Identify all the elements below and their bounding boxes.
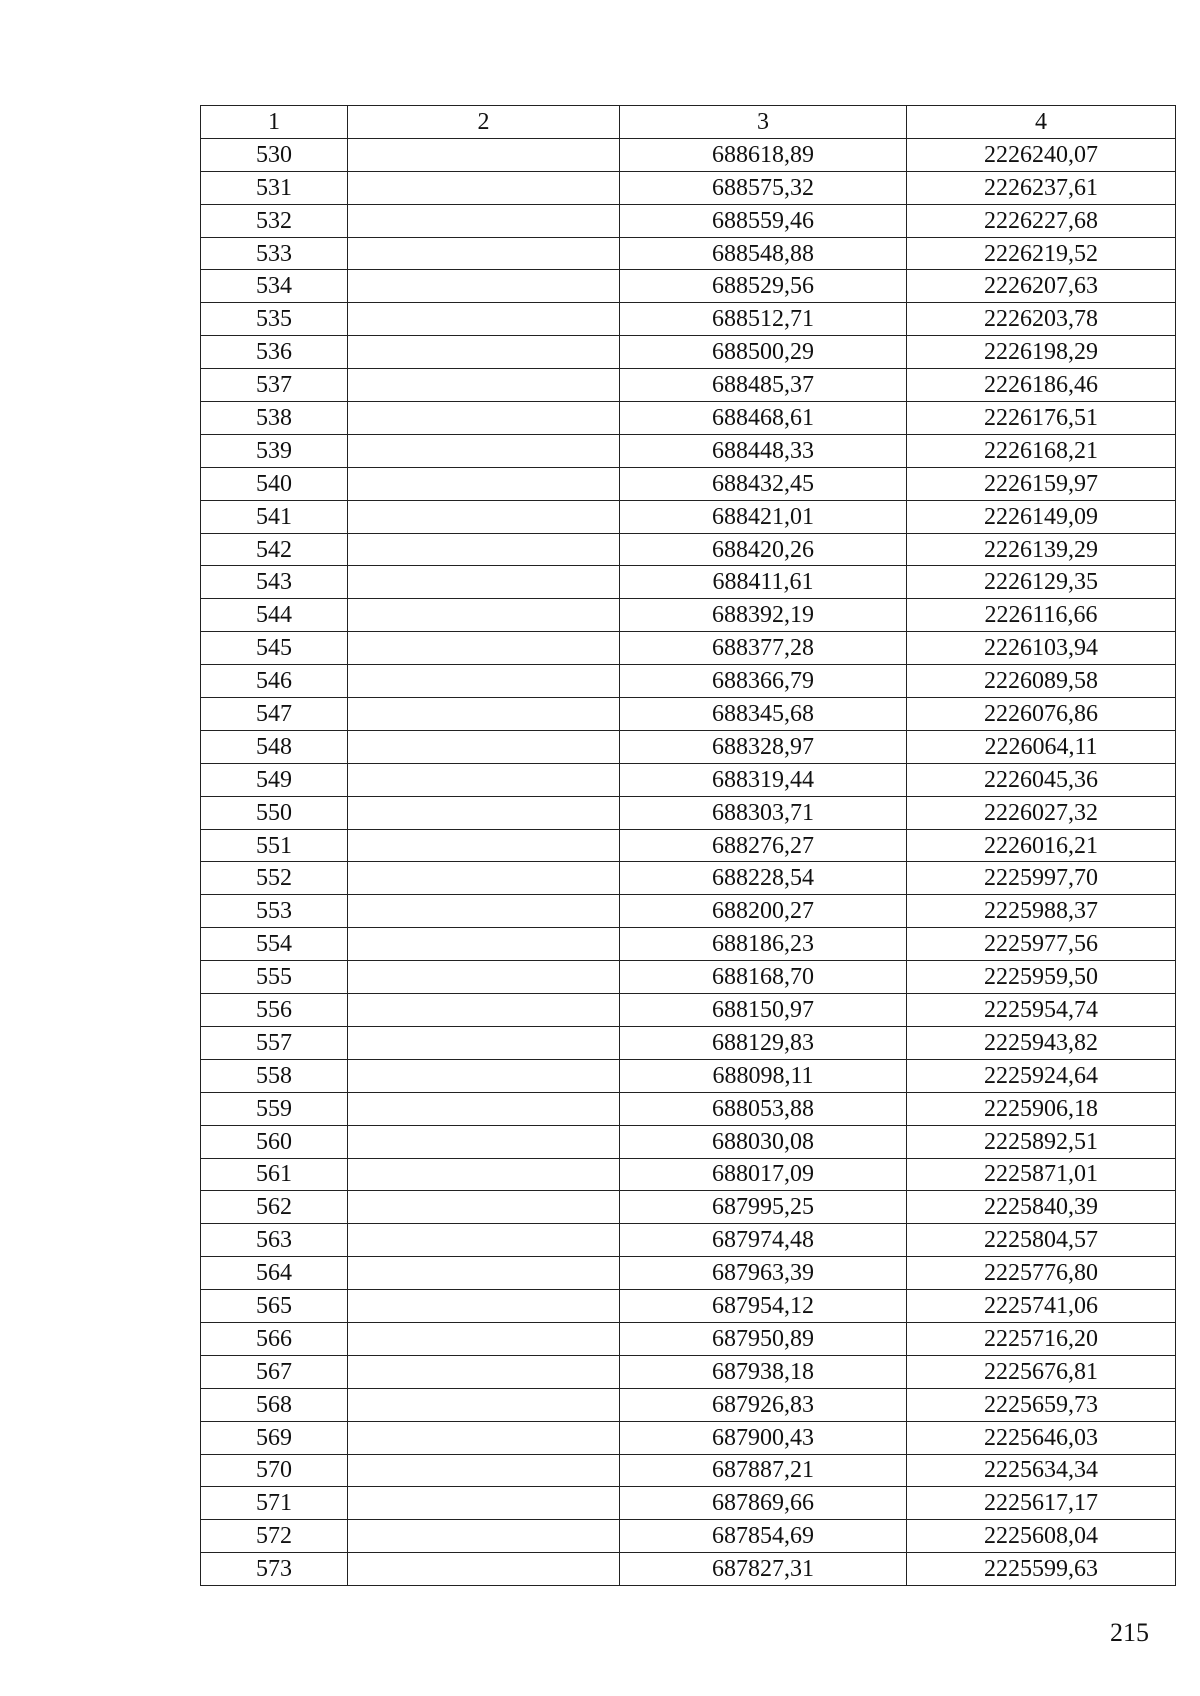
empty-cell (348, 533, 620, 566)
empty-cell (348, 632, 620, 665)
table-body (201, 138, 1176, 1585)
point-number-cell: 535 (201, 303, 348, 336)
table-row (201, 533, 1176, 566)
point-number-cell: 559 (201, 1092, 348, 1125)
table-row (201, 138, 1176, 171)
y-coordinate-cell: 2225924,64 (907, 1059, 1176, 1092)
y-coordinate-cell: 2226219,52 (907, 237, 1176, 270)
empty-cell (348, 730, 620, 763)
point-number-cell: 554 (201, 928, 348, 961)
table-row (201, 369, 1176, 402)
table-row (201, 1092, 1176, 1125)
table-row (201, 730, 1176, 763)
table-row (201, 862, 1176, 895)
table-row (201, 1059, 1176, 1092)
empty-cell (348, 1322, 620, 1355)
table-row (201, 434, 1176, 467)
table-row (201, 1553, 1176, 1586)
point-number-cell: 539 (201, 434, 348, 467)
table-row (201, 467, 1176, 500)
point-number-cell: 547 (201, 698, 348, 731)
empty-cell (348, 763, 620, 796)
x-coordinate-cell: 688548,88 (620, 237, 907, 270)
table-row (201, 599, 1176, 632)
empty-cell (348, 698, 620, 731)
x-coordinate-cell: 688345,68 (620, 698, 907, 731)
table-row (201, 1355, 1176, 1388)
table-row (201, 763, 1176, 796)
x-coordinate-cell: 687995,25 (620, 1191, 907, 1224)
empty-cell (348, 1191, 620, 1224)
empty-cell (348, 1421, 620, 1454)
y-coordinate-cell: 2225676,81 (907, 1355, 1176, 1388)
x-coordinate-cell: 687954,12 (620, 1290, 907, 1323)
point-number-cell: 572 (201, 1520, 348, 1553)
y-coordinate-cell: 2225659,73 (907, 1388, 1176, 1421)
y-coordinate-cell: 2226027,32 (907, 796, 1176, 829)
x-coordinate-cell: 688366,79 (620, 665, 907, 698)
x-coordinate-cell: 688500,29 (620, 336, 907, 369)
x-coordinate-cell: 687854,69 (620, 1520, 907, 1553)
empty-cell (348, 862, 620, 895)
point-number-cell: 565 (201, 1290, 348, 1323)
x-coordinate-cell: 688448,33 (620, 434, 907, 467)
table-row (201, 204, 1176, 237)
empty-cell (348, 1355, 620, 1388)
x-coordinate-cell: 688098,11 (620, 1059, 907, 1092)
y-coordinate-cell: 2226103,94 (907, 632, 1176, 665)
y-coordinate-cell: 2225959,50 (907, 961, 1176, 994)
table-row (201, 994, 1176, 1027)
point-number-cell: 566 (201, 1322, 348, 1355)
table-row (201, 1125, 1176, 1158)
point-number-cell: 548 (201, 730, 348, 763)
y-coordinate-cell: 2226176,51 (907, 402, 1176, 435)
x-coordinate-cell: 687950,89 (620, 1322, 907, 1355)
x-coordinate-cell: 688186,23 (620, 928, 907, 961)
y-coordinate-cell: 2226237,61 (907, 171, 1176, 204)
x-coordinate-cell: 688559,46 (620, 204, 907, 237)
point-number-cell: 537 (201, 369, 348, 402)
table-row (201, 1487, 1176, 1520)
point-number-cell: 561 (201, 1158, 348, 1191)
table-row (201, 632, 1176, 665)
x-coordinate-cell: 688468,61 (620, 402, 907, 435)
empty-cell (348, 138, 620, 171)
x-coordinate-cell: 688377,28 (620, 632, 907, 665)
y-coordinate-cell: 2225997,70 (907, 862, 1176, 895)
table-row (201, 1520, 1176, 1553)
empty-cell (348, 1553, 620, 1586)
empty-cell (348, 270, 620, 303)
table-row (201, 665, 1176, 698)
y-coordinate-cell: 2226186,46 (907, 369, 1176, 402)
table-row (201, 303, 1176, 336)
y-coordinate-cell: 2225954,74 (907, 994, 1176, 1027)
table-row (201, 1421, 1176, 1454)
y-coordinate-cell: 2226045,36 (907, 763, 1176, 796)
y-coordinate-cell: 2225892,51 (907, 1125, 1176, 1158)
empty-cell (348, 961, 620, 994)
point-number-cell: 545 (201, 632, 348, 665)
header-row (201, 106, 1176, 139)
y-coordinate-cell: 2226129,35 (907, 566, 1176, 599)
empty-cell (348, 434, 620, 467)
table-row (201, 171, 1176, 204)
y-coordinate-cell: 2226207,63 (907, 270, 1176, 303)
table-row (201, 1191, 1176, 1224)
table-row (201, 336, 1176, 369)
x-coordinate-cell: 688017,09 (620, 1158, 907, 1191)
point-number-cell: 542 (201, 533, 348, 566)
point-number-cell: 571 (201, 1487, 348, 1520)
empty-cell (348, 1224, 620, 1257)
point-number-cell: 553 (201, 895, 348, 928)
x-coordinate-cell: 688319,44 (620, 763, 907, 796)
x-coordinate-cell: 688512,71 (620, 303, 907, 336)
table-row (201, 1454, 1176, 1487)
y-coordinate-cell: 2225617,17 (907, 1487, 1176, 1520)
empty-cell (348, 1388, 620, 1421)
column-header-3: 3 (620, 106, 907, 139)
point-number-cell: 568 (201, 1388, 348, 1421)
empty-cell (348, 171, 620, 204)
x-coordinate-cell: 688053,88 (620, 1092, 907, 1125)
table-row (201, 1322, 1176, 1355)
point-number-cell: 543 (201, 566, 348, 599)
y-coordinate-cell: 2226240,07 (907, 138, 1176, 171)
x-coordinate-cell: 688150,97 (620, 994, 907, 1027)
empty-cell (348, 204, 620, 237)
point-number-cell: 544 (201, 599, 348, 632)
y-coordinate-cell: 2225943,82 (907, 1026, 1176, 1059)
x-coordinate-cell: 688030,08 (620, 1125, 907, 1158)
y-coordinate-cell: 2226116,66 (907, 599, 1176, 632)
empty-cell (348, 1454, 620, 1487)
point-number-cell: 533 (201, 237, 348, 270)
point-number-cell: 538 (201, 402, 348, 435)
point-number-cell: 573 (201, 1553, 348, 1586)
empty-cell (348, 467, 620, 500)
empty-cell (348, 1158, 620, 1191)
empty-cell (348, 1257, 620, 1290)
x-coordinate-cell: 688421,01 (620, 500, 907, 533)
empty-cell (348, 369, 620, 402)
empty-cell (348, 336, 620, 369)
x-coordinate-cell: 688276,27 (620, 829, 907, 862)
empty-cell (348, 895, 620, 928)
x-coordinate-cell: 688485,37 (620, 369, 907, 402)
empty-cell (348, 1487, 620, 1520)
x-coordinate-cell: 688303,71 (620, 796, 907, 829)
column-header-2: 2 (348, 106, 620, 139)
empty-cell (348, 1026, 620, 1059)
point-number-cell: 558 (201, 1059, 348, 1092)
table-row (201, 928, 1176, 961)
x-coordinate-cell: 687900,43 (620, 1421, 907, 1454)
y-coordinate-cell: 2226064,11 (907, 730, 1176, 763)
point-number-cell: 532 (201, 204, 348, 237)
point-number-cell: 550 (201, 796, 348, 829)
point-number-cell: 536 (201, 336, 348, 369)
x-coordinate-cell: 688575,32 (620, 171, 907, 204)
table-row (201, 1026, 1176, 1059)
table-row (201, 698, 1176, 731)
table-header (201, 106, 1176, 139)
table-row (201, 402, 1176, 435)
column-header-1: 1 (201, 106, 348, 139)
table-row (201, 1257, 1176, 1290)
point-number-cell: 564 (201, 1257, 348, 1290)
x-coordinate-cell: 688411,61 (620, 566, 907, 599)
table-row (201, 270, 1176, 303)
empty-cell (348, 994, 620, 1027)
y-coordinate-cell: 2226139,29 (907, 533, 1176, 566)
y-coordinate-cell: 2225840,39 (907, 1191, 1176, 1224)
table-row (201, 1388, 1176, 1421)
empty-cell (348, 665, 620, 698)
point-number-cell: 570 (201, 1454, 348, 1487)
y-coordinate-cell: 2225634,34 (907, 1454, 1176, 1487)
point-number-cell: 555 (201, 961, 348, 994)
point-number-cell: 551 (201, 829, 348, 862)
x-coordinate-cell: 687938,18 (620, 1355, 907, 1388)
y-coordinate-cell: 2226149,09 (907, 500, 1176, 533)
y-coordinate-cell: 2225741,06 (907, 1290, 1176, 1323)
y-coordinate-cell: 2225646,03 (907, 1421, 1176, 1454)
x-coordinate-cell: 687926,83 (620, 1388, 907, 1421)
x-coordinate-cell: 688529,56 (620, 270, 907, 303)
empty-cell (348, 402, 620, 435)
x-coordinate-cell: 688618,89 (620, 138, 907, 171)
x-coordinate-cell: 688168,70 (620, 961, 907, 994)
empty-cell (348, 500, 620, 533)
empty-cell (348, 303, 620, 336)
empty-cell (348, 1520, 620, 1553)
empty-cell (348, 599, 620, 632)
table-row (201, 500, 1176, 533)
empty-cell (348, 566, 620, 599)
empty-cell (348, 796, 620, 829)
table-row (201, 829, 1176, 862)
x-coordinate-cell: 687869,66 (620, 1487, 907, 1520)
y-coordinate-cell: 2225608,04 (907, 1520, 1176, 1553)
y-coordinate-cell: 2226016,21 (907, 829, 1176, 862)
x-coordinate-cell: 687887,21 (620, 1454, 907, 1487)
y-coordinate-cell: 2226168,21 (907, 434, 1176, 467)
empty-cell (348, 237, 620, 270)
table-row (201, 566, 1176, 599)
x-coordinate-cell: 688129,83 (620, 1026, 907, 1059)
point-number-cell: 567 (201, 1355, 348, 1388)
y-coordinate-cell: 2226227,68 (907, 204, 1176, 237)
point-number-cell: 534 (201, 270, 348, 303)
y-coordinate-cell: 2225871,01 (907, 1158, 1176, 1191)
x-coordinate-cell: 688432,45 (620, 467, 907, 500)
point-number-cell: 530 (201, 138, 348, 171)
y-coordinate-cell: 2226203,78 (907, 303, 1176, 336)
table-row (201, 1224, 1176, 1257)
y-coordinate-cell: 2226198,29 (907, 336, 1176, 369)
x-coordinate-cell: 688200,27 (620, 895, 907, 928)
point-number-cell: 531 (201, 171, 348, 204)
y-coordinate-cell: 2226076,86 (907, 698, 1176, 731)
table-row (201, 1290, 1176, 1323)
point-number-cell: 557 (201, 1026, 348, 1059)
table-row (201, 237, 1176, 270)
y-coordinate-cell: 2226159,97 (907, 467, 1176, 500)
x-coordinate-cell: 688392,19 (620, 599, 907, 632)
y-coordinate-cell: 2225977,56 (907, 928, 1176, 961)
page-number: 215 (1110, 1618, 1149, 1647)
point-number-cell: 549 (201, 763, 348, 796)
empty-cell (348, 1059, 620, 1092)
column-header-4: 4 (907, 106, 1176, 139)
point-number-cell: 540 (201, 467, 348, 500)
x-coordinate-cell: 687974,48 (620, 1224, 907, 1257)
x-coordinate-cell: 688420,26 (620, 533, 907, 566)
point-number-cell: 556 (201, 994, 348, 1027)
table-row (201, 895, 1176, 928)
y-coordinate-cell: 2225988,37 (907, 895, 1176, 928)
empty-cell (348, 1092, 620, 1125)
y-coordinate-cell: 2226089,58 (907, 665, 1176, 698)
y-coordinate-cell: 2225804,57 (907, 1224, 1176, 1257)
empty-cell (348, 829, 620, 862)
point-number-cell: 569 (201, 1421, 348, 1454)
point-number-cell: 552 (201, 862, 348, 895)
table-row (201, 1158, 1176, 1191)
x-coordinate-cell: 688228,54 (620, 862, 907, 895)
y-coordinate-cell: 2225776,80 (907, 1257, 1176, 1290)
empty-cell (348, 1125, 620, 1158)
table-row (201, 961, 1176, 994)
point-number-cell: 541 (201, 500, 348, 533)
x-coordinate-cell: 688328,97 (620, 730, 907, 763)
y-coordinate-cell: 2225599,63 (907, 1553, 1176, 1586)
x-coordinate-cell: 687963,39 (620, 1257, 907, 1290)
x-coordinate-cell: 687827,31 (620, 1553, 907, 1586)
empty-cell (348, 928, 620, 961)
point-number-cell: 560 (201, 1125, 348, 1158)
y-coordinate-cell: 2225906,18 (907, 1092, 1176, 1125)
point-number-cell: 562 (201, 1191, 348, 1224)
table-row (201, 796, 1176, 829)
coordinates-table (200, 105, 1176, 1586)
point-number-cell: 563 (201, 1224, 348, 1257)
empty-cell (348, 1290, 620, 1323)
point-number-cell: 546 (201, 665, 348, 698)
y-coordinate-cell: 2225716,20 (907, 1322, 1176, 1355)
